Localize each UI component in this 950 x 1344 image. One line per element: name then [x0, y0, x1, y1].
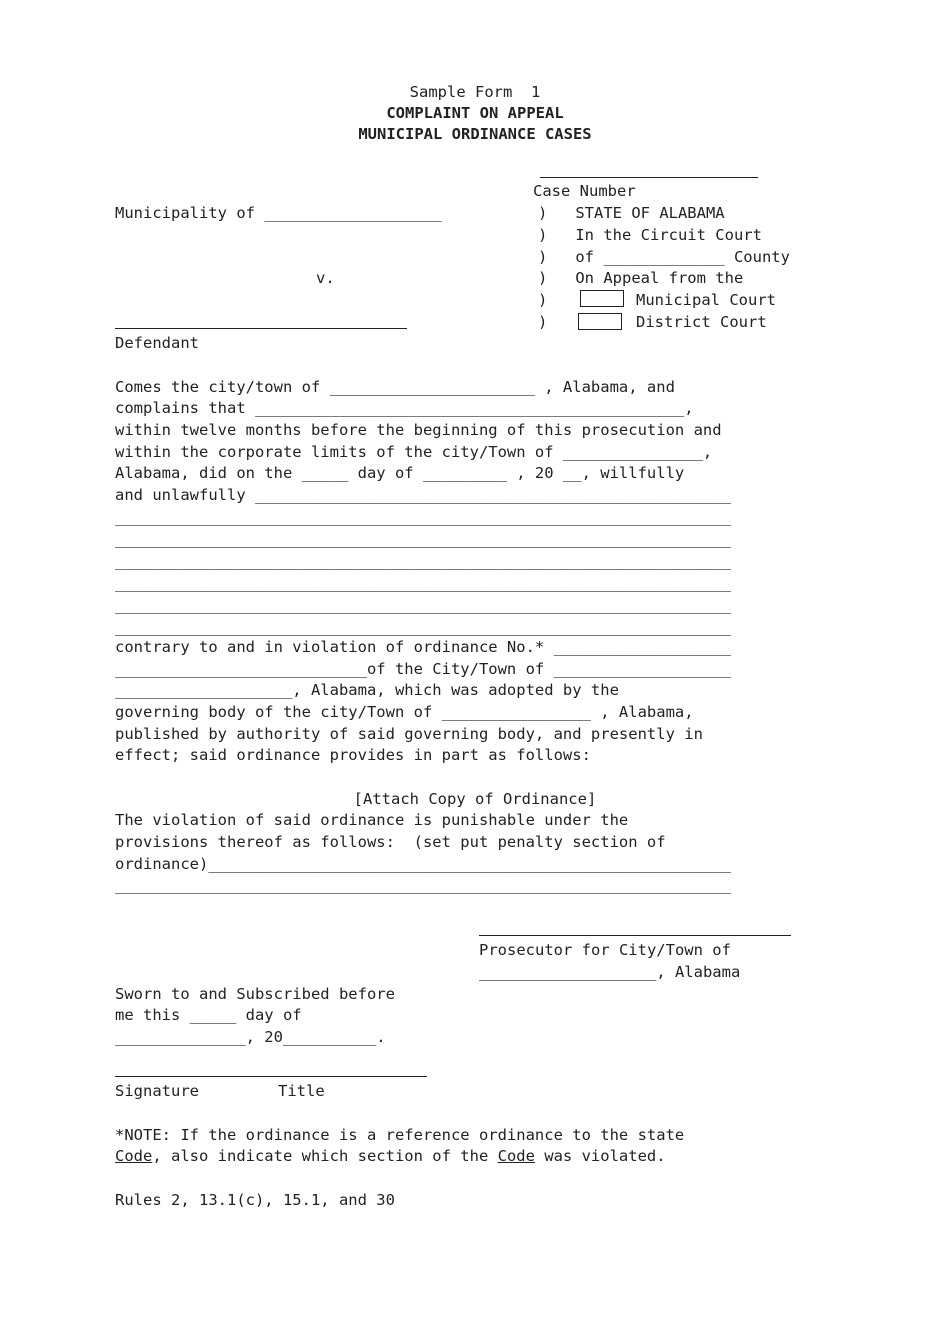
municipal-court-checkbox[interactable]: [580, 290, 624, 307]
caption-right-line: ): [538, 291, 548, 309]
penalty-line: ordinance)________________________________________________________: [115, 855, 731, 873]
note-line: *NOTE: If the ordinance is a reference ordinance to the state: [115, 1126, 685, 1144]
form-label: Sample Form 1: [409, 83, 541, 101]
district-court-label: District Court: [636, 313, 767, 331]
form-subtitle: MUNICIPAL ORDINANCE CASES: [358, 125, 592, 143]
complaint-line: within the corporate limits of the city/Town of _______________,: [115, 443, 713, 461]
caption-right-line: ) On Appeal from the: [538, 269, 744, 287]
sworn-line: Sworn to and Subscribed before: [115, 985, 395, 1003]
attach-ordinance-label: [Attach Copy of Ordinance]: [353, 790, 597, 808]
prosecutor-signature-line[interactable]: [479, 935, 791, 936]
case-number-label: Case Number: [533, 182, 636, 200]
district-court-checkbox[interactable]: [578, 313, 622, 330]
blank-line: __________________________________________________________________: [115, 574, 731, 592]
complaint-line: within twelve months before the beginning of this prosecution and: [115, 421, 722, 439]
blank-line: __________________________________________________________________: [115, 508, 731, 526]
defendant-signature-line[interactable]: [115, 328, 407, 329]
prosecutor-city-line: ___________________, Alabama: [479, 963, 741, 981]
caption-right-line: ) In the Circuit Court: [538, 226, 762, 244]
blank-line: __________________________________________________________________: [115, 618, 731, 636]
complaint-line: governing body of the city/Town of ________________ , Alabama,: [115, 703, 694, 721]
code-word: Code: [115, 1147, 153, 1165]
complaint-line: effect; said ordinance provides in part as follows:: [115, 746, 591, 764]
code-word: Code: [497, 1147, 535, 1165]
prosecutor-title: Prosecutor for City/Town of: [479, 941, 731, 959]
case-number-line[interactable]: [540, 177, 758, 178]
note-end-text: was violated.: [534, 1147, 666, 1165]
complaint-line: Alabama, did on the _____ day of _________ , 20 __, willfully: [115, 464, 685, 482]
caption-right-line: ) STATE OF ALABAMA: [538, 204, 725, 222]
penalty-line: provisions thereof as follows: (set put penalty section of: [115, 833, 666, 851]
versus-label: v.: [316, 269, 335, 287]
caption-right-line: ): [538, 313, 548, 331]
complaint-line: Comes the city/town of ______________________ , Alabama, and: [115, 378, 675, 396]
note-mid-text: , also indicate which section of the: [152, 1147, 498, 1165]
caption-right-line: ) of _____________ County: [538, 248, 790, 266]
complaint-line: published by authority of said governing body, and presently in: [115, 725, 703, 743]
blank-line: __________________________________________________________________: [115, 596, 731, 614]
sworn-line: me this _____ day of: [115, 1006, 302, 1024]
penalty-line: The violation of said ordinance is punishable under the: [115, 811, 629, 829]
note-line: [115, 1146, 666, 1166]
complaint-line: ___________________________of the City/Town of ___________________: [115, 660, 731, 678]
blank-line: __________________________________________________________________: [115, 552, 731, 570]
complaint-line: ___________________, Alabama, which was adopted by the: [115, 681, 619, 699]
blank-line: __________________________________________________________________: [115, 876, 731, 894]
defendant-label: Defendant: [115, 334, 199, 352]
complaint-line: contrary to and in violation of ordinance No.* ___________________: [115, 638, 731, 656]
blank-line: __________________________________________________________________: [115, 530, 731, 548]
complaint-line: complains that ______________________________________________,: [115, 399, 694, 417]
form-title: COMPLAINT ON APPEAL: [386, 104, 564, 122]
notary-signature-line[interactable]: [115, 1076, 427, 1077]
complaint-line: and unlawfully ___________________________________________________: [115, 486, 731, 504]
sworn-line: ______________, 20__________.: [115, 1028, 386, 1046]
municipality-line: Municipality of ___________________: [115, 204, 442, 222]
municipal-court-label: Municipal Court: [636, 291, 776, 309]
title-label: Title: [278, 1082, 325, 1100]
rules-reference: Rules 2, 13.1(c), 15.1, and 30: [115, 1191, 395, 1209]
signature-label: Signature: [115, 1082, 199, 1100]
